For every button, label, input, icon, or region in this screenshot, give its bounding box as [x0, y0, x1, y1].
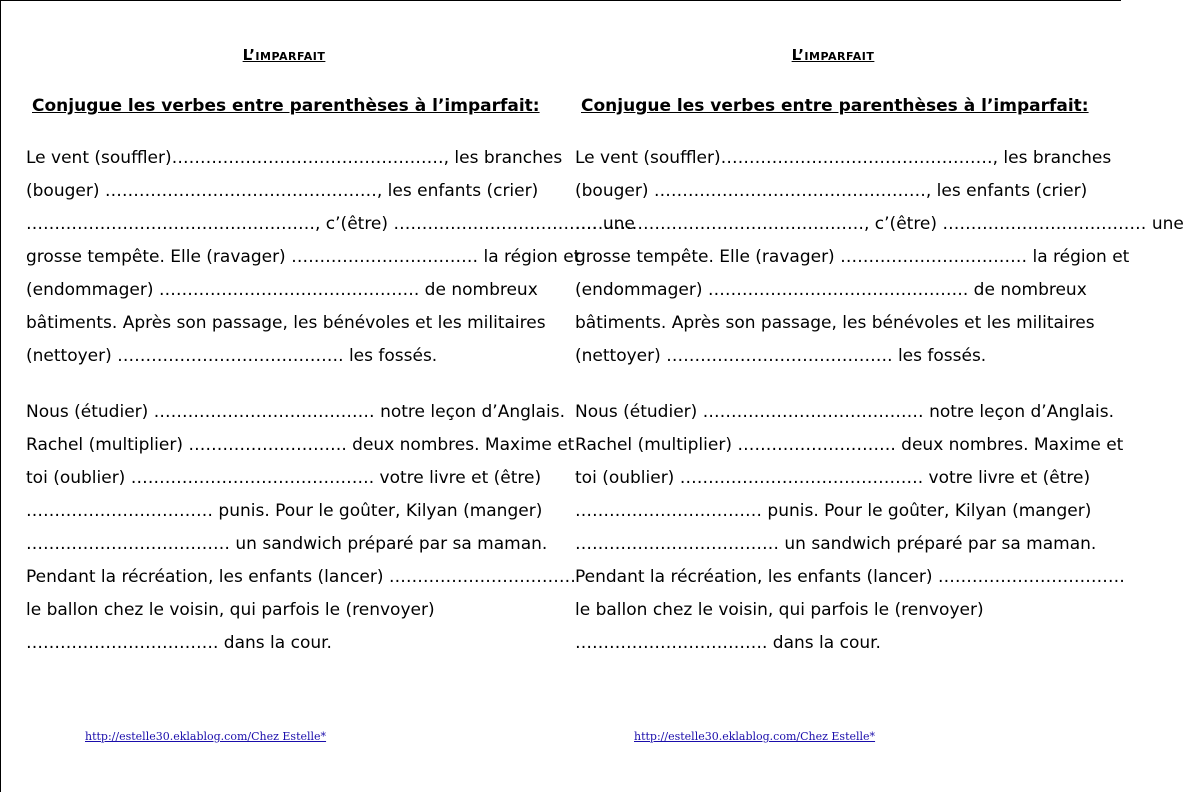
- text-line: ……………………………… un sandwich préparé par sa maman.: [26, 534, 548, 554]
- exercise-paragraph-2: [575, 396, 1125, 660]
- text-line: ……………………………. dans la cour.: [26, 633, 332, 653]
- text-line: (bouger) …………………………………………, les enfants (crier): [26, 181, 539, 201]
- exercise-paragraph-1: [26, 142, 635, 373]
- text-line: Pendant la récréation, les enfants (lancer) ……………………………: [26, 567, 576, 587]
- instruction-heading: Conjugue les verbes entre parenthèses à l’imparfait:: [581, 96, 1089, 116]
- text-line: Le vent (souffler)…………………………………………, les branches: [575, 148, 1112, 168]
- text-line: bâtiments. Après son passage, les bénévoles et les militaires: [575, 313, 1095, 333]
- exercise-paragraph-2: [26, 396, 576, 660]
- instruction-heading: Conjugue les verbes entre parenthèses à l’imparfait:: [32, 96, 540, 116]
- footer-link[interactable]: http://estelle30.eklablog.com/Chez Estelle*: [85, 730, 327, 743]
- text-line: ……………………………. dans la cour.: [575, 633, 881, 653]
- worksheet-title: L’imparfait: [242, 46, 326, 64]
- text-line: (nettoyer) …………………………………. les fossés.: [575, 346, 987, 366]
- text-line: …………………………… punis. Pour le goûter, Kilyan (manger): [575, 501, 1092, 521]
- text-line: le ballon chez le voisin, qui parfois le (renvoyer): [575, 600, 984, 620]
- text-line: grosse tempête. Elle (ravager) …………………………… la région et: [575, 247, 1130, 267]
- text-line: Nous (étudier) ………………………………… notre leçon d’Anglais.: [575, 402, 1115, 422]
- text-line: (bouger) …………………………………………, les enfants (crier): [575, 181, 1088, 201]
- worksheet-left: [26, 0, 635, 793]
- text-line: grosse tempête. Elle (ravager) …………………………… la région et: [26, 247, 581, 267]
- text-line: bâtiments. Après son passage, les bénévoles et les militaires: [26, 313, 546, 333]
- text-line: Nous (étudier) ………………………………… notre leçon d’Anglais.: [26, 402, 566, 422]
- text-line: (endommager) ………………………………………. de nombreux: [26, 280, 538, 300]
- text-line: Rachel (multiplier) ………………………. deux nombres. Maxime et: [575, 435, 1124, 455]
- text-line: ……………………………………………, c’(être) ……………………………… une: [575, 214, 1184, 234]
- text-line: toi (oublier) ……………………………………. votre livre et (être): [26, 468, 542, 488]
- footer-link[interactable]: http://estelle30.eklablog.com/Chez Estelle*: [634, 730, 876, 743]
- text-line: (endommager) ………………………………………. de nombreux: [575, 280, 1087, 300]
- exercise-paragraph-1: [575, 142, 1184, 373]
- text-line: le ballon chez le voisin, qui parfois le (renvoyer): [26, 600, 435, 620]
- text-line: …………………………… punis. Pour le goûter, Kilyan (manger): [26, 501, 543, 521]
- worksheet-title: L’imparfait: [791, 46, 875, 64]
- text-line: Pendant la récréation, les enfants (lancer) ……………………………: [575, 567, 1125, 587]
- worksheet-right: [575, 0, 1184, 793]
- text-line: ……………………………………………, c’(être) ……………………………… une: [26, 214, 635, 234]
- text-line: Rachel (multiplier) ………………………. deux nombres. Maxime et: [26, 435, 575, 455]
- text-line: ……………………………… un sandwich préparé par sa maman.: [575, 534, 1097, 554]
- text-line: toi (oublier) ……………………………………. votre livre et (être): [575, 468, 1091, 488]
- text-line: Le vent (souffler)…………………………………………, les branches: [26, 148, 563, 168]
- text-line: (nettoyer) …………………………………. les fossés.: [26, 346, 438, 366]
